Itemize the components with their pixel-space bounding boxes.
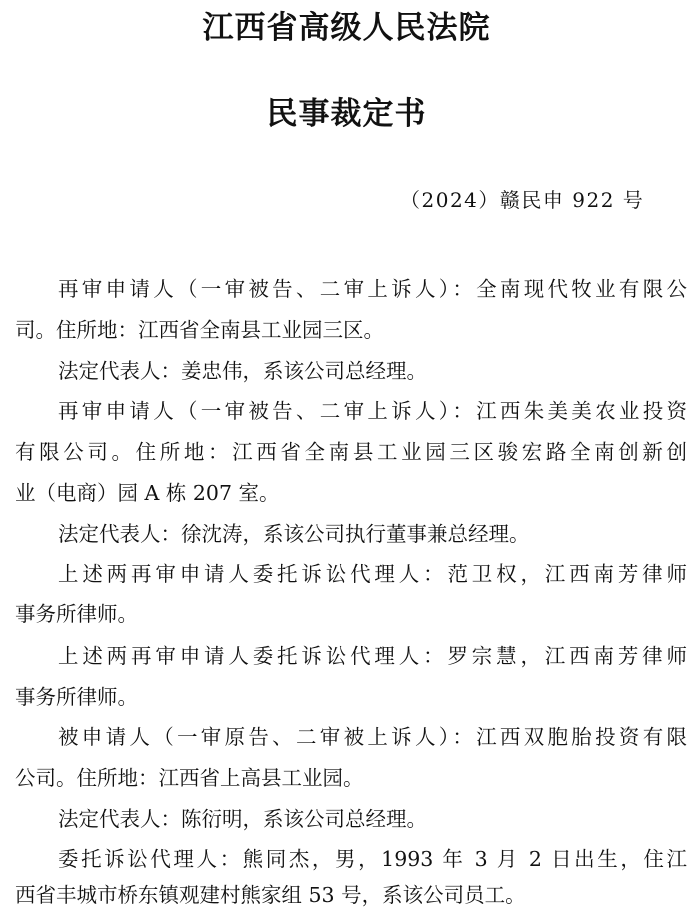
court-name: 江西省高级人民法院: [202, 10, 491, 46]
applicant-1-line-1: 再审申请人（一审被告、二审上诉人）：全南现代牧业有限公: [58, 277, 687, 301]
applicant-2-line-2: 有限公司。住所地：江西省全南县工业园三区骏宏路全南创新创: [15, 440, 687, 464]
agent-2-line-1: 上述两再审申请人委托诉讼代理人：罗宗慧，江西南芳律师: [58, 644, 687, 668]
agent-2-line-2: 事务所律师。: [15, 685, 138, 709]
respondent-representative: 法定代表人：陈衍明，系该公司总经理。: [58, 807, 427, 831]
respondent-agent-line-2: 西省丰城市桥东镇观建村熊家组 53 号，系该公司员工。: [15, 883, 526, 907]
respondent-agent-line-1: 委托诉讼代理人：熊同杰，男，1993 年 3 月 2 日出生，住江: [58, 847, 687, 871]
applicant-2-line-3: 业（电商）园 A 栋 207 室。: [15, 481, 280, 505]
agent-1-line-1: 上述两再审申请人委托诉讼代理人：范卫权，江西南芳律师: [58, 562, 687, 586]
applicant-2-line-1: 再审申请人（一审被告、二审上诉人）：江西朱美美农业投资: [58, 399, 687, 423]
case-number: （2024）赣民申 922 号: [400, 188, 645, 212]
respondent-line-1: 被申请人（一审原告、二审被上诉人）：江西双胞胎投资有限: [58, 725, 687, 749]
document-type-title: 民事裁定书: [266, 96, 427, 132]
respondent-line-2: 公司。住所地：江西省上高县工业园。: [15, 766, 364, 790]
applicant-1-line-2: 司。住所地：江西省全南县工业园三区。: [15, 318, 384, 342]
agent-1-line-2: 事务所律师。: [15, 602, 138, 626]
applicant-1-representative: 法定代表人：姜忠伟，系该公司总经理。: [58, 359, 427, 383]
applicant-2-representative: 法定代表人：徐沈涛，系该公司执行董事兼总经理。: [58, 522, 530, 546]
